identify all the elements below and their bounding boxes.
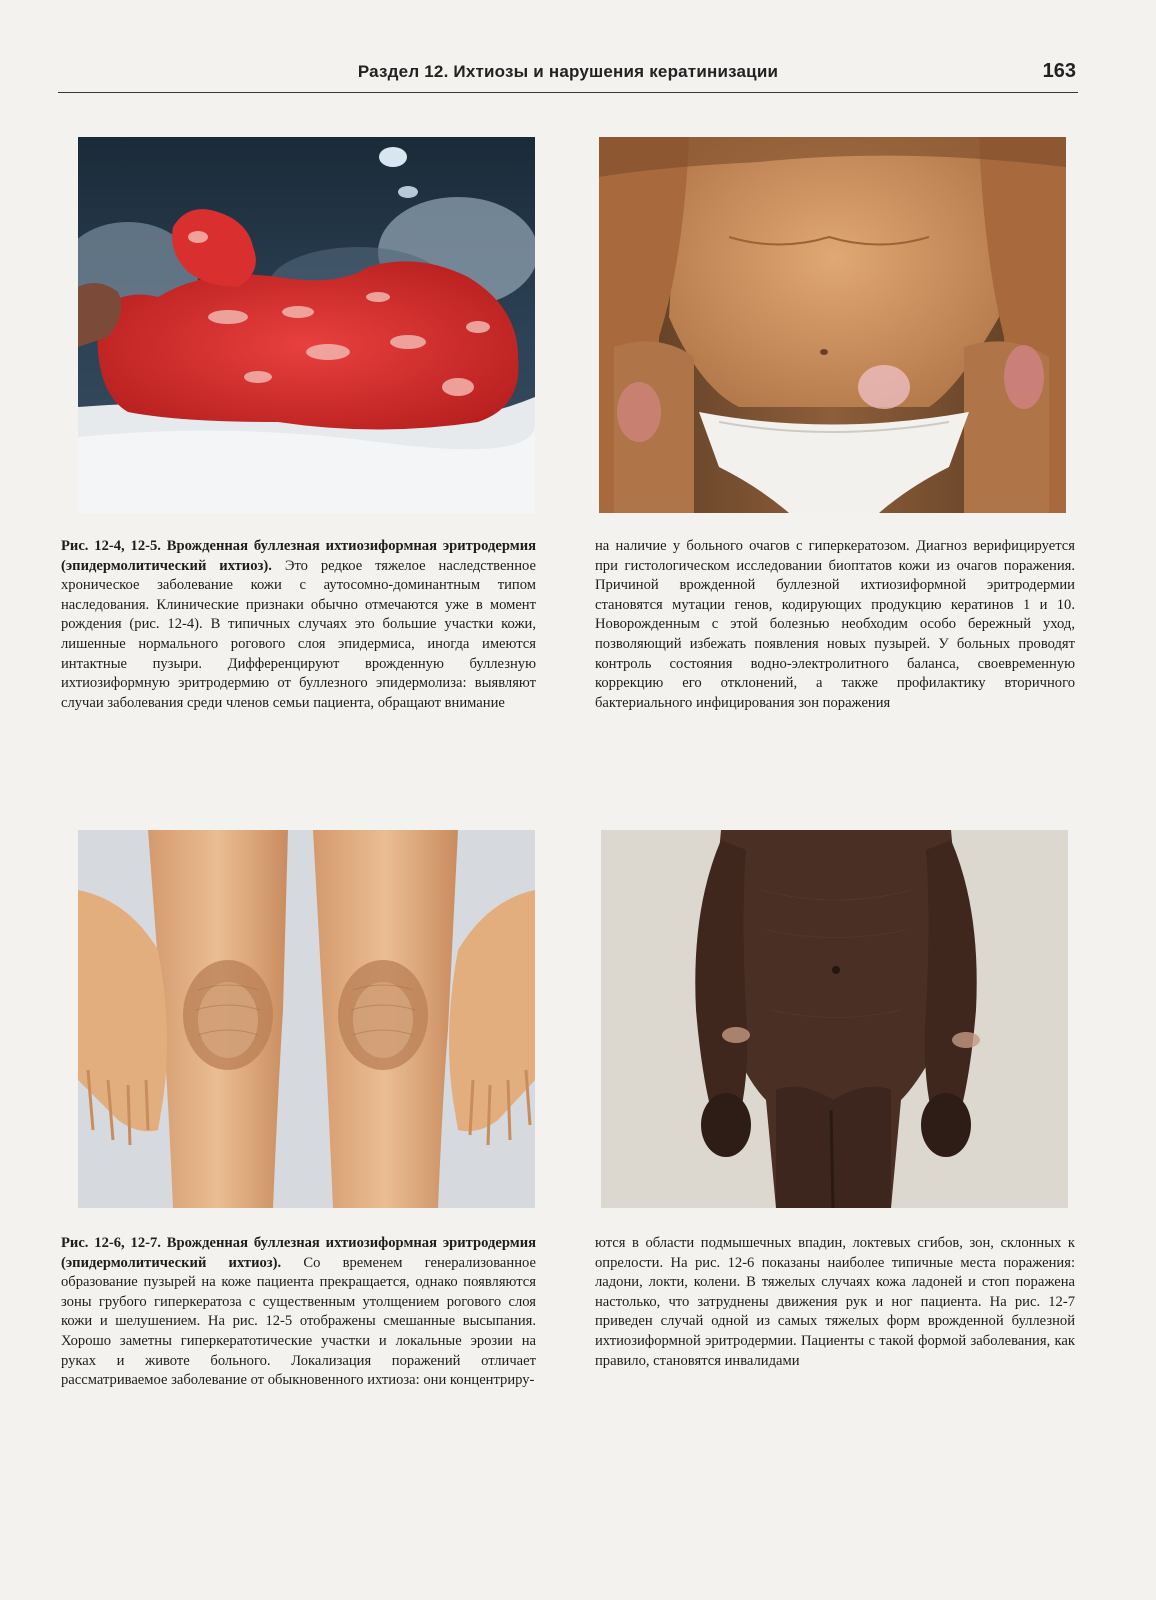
caption-12-4-5-text-left: Это редкое тяжелое наследственное хроническое заболевание кожи с аутосомно-доминантным типом наследования. Клинические признаки обычно отмечаются уже в момент рождения (рис. 12-4). В типичных случаях это большие участки кожи, лишенные нормального рогового слоя эпидермиса, иногда имеются интактные пузыри. Дифференцируют врожденную буллезную ихтиозиформную эритродермию от буллезного эпидермолиза: выявляют случаи заболевания среди членов семьи пациента, обращают внимание (61, 557, 536, 711)
running-title: Раздел 12. Ихтиозы и нарушения кератинизации (357, 62, 779, 81)
figure-12-7-photo (601, 830, 1068, 1208)
figure-12-6-photo (78, 830, 535, 1208)
figure-12-5-photo (599, 137, 1066, 513)
page-number: 163 (1042, 60, 1076, 82)
caption-12-4-5-label: Рис. 12-4, 12-5. Врожденная буллезная ихтиозиформная эритродермия (эпидермолитический ихтиоз). (61, 538, 536, 574)
caption-12-4-5-left-column (61, 537, 536, 713)
figure-12-4-photo (78, 137, 535, 513)
caption-12-4-5-right-column: на наличие у больного очагов с гиперкератозом. Диагноз верифицируется при гистологическом исследовании биоптатов кожи из очагов поражения. Причиной врожденной буллезной ихтиозиформной эритродермии становятся мутации генов, кодирующих продукцию кератинов 1 и 10. Новорожденным с этой болезнью необходим особо бережный уход, позволяющий избежать появления новых пузырей. У больных проводят контроль состояния водно-электролитного баланса, своевременную коррекцию его отклонений, а также профилактику вторичного бактериального инфицирования зон поражения (595, 538, 1075, 711)
running-head (58, 58, 1078, 93)
caption-12-6-7-label: Рис. 12-6, 12-7. Врожденная буллезная ихтиозиформная эритродермия (эпидермолитический ихтиоз). (61, 1235, 536, 1271)
caption-12-6-7-left-column (61, 1234, 536, 1391)
caption-12-6-7-text-left: Со временем генерализованное образование пузырей на коже пациента прекращается, однако появляются зоны грубого гиперкератоза с существенным утолщением рогового слоя кожи и шелушением. На рис. 12-5 отображены смешанные высыпания. Хорошо заметны гиперкератотические участки и локальные эрозии на руках и животе больного. Локализация поражений отличает рассматриваемое заболевание от обыкновенного ихтиоза: они концентриру- (61, 1254, 536, 1389)
caption-12-6-7-right-column: ются в области подмышечных впадин, локтевых сгибов, зон, склонных к опрелости. На рис. 12-6 показаны наиболее типичные места поражения: ладони, локти, колени. В тяжелых случаях кожа ладоней и стоп поражена настолько, что затруднены движения рук и ног пациента. На рис. 12-7 приведен случай одной из самых тяжелых форм врожденной буллезной ихтиозиформной эритродермии. Пациенты с такой формой заболевания, как правило, становятся инвалидами (595, 1235, 1075, 1369)
